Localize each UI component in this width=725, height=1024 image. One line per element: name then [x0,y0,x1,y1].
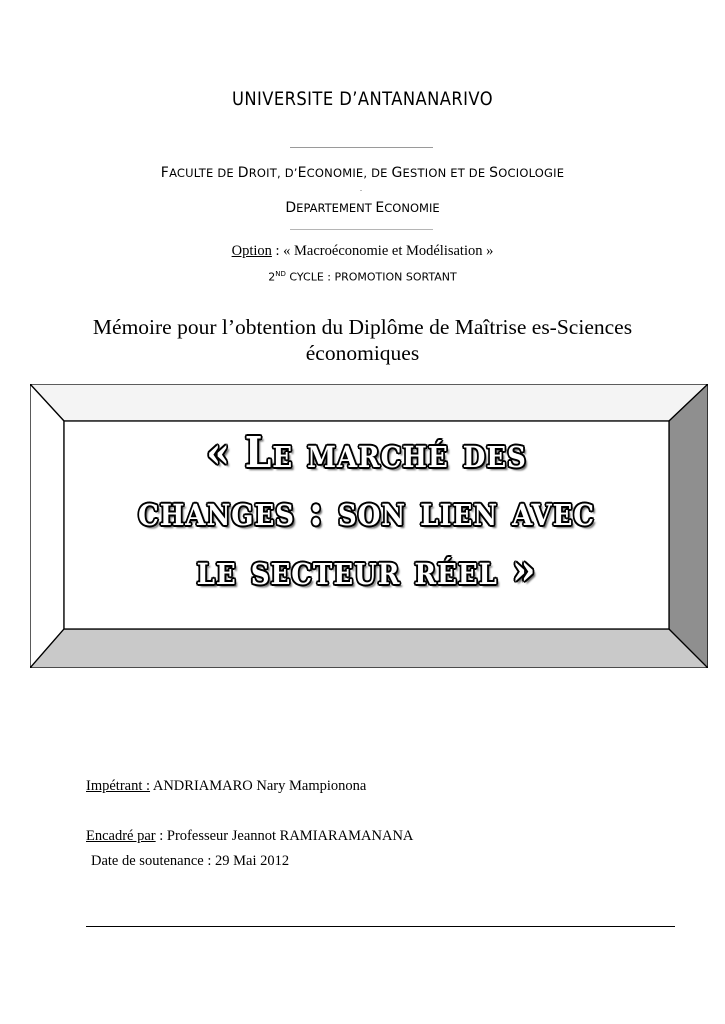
thesis-title-line-2: changes : son lien avec [138,486,595,535]
bottom-rule [86,926,675,927]
separator-line [290,229,433,230]
faculty-word: GESTION ET DE [391,165,490,181]
separator-dot [360,190,362,191]
faculty-name [0,165,725,181]
impetrant-value: ANDRIAMARO Nary Mampionona [150,778,367,794]
supervisor-value: : Professeur Jeannot RAMIARAMANANA [155,828,414,844]
option-line [0,243,725,260]
bevel-left [30,384,64,668]
memoire-line-2: économiques [305,341,420,365]
option-label: Option [231,243,272,259]
bevel-top [30,384,708,421]
impetrant-label: Impétrant : [86,778,151,794]
impetrant-line [86,778,366,795]
faculty-word: FACULTE DE [160,165,238,181]
bevel-right [669,384,708,668]
memoire-subtitle [0,314,725,366]
faculty-word: SOCIOLOGIE [489,165,565,181]
bevel-bottom [30,629,708,668]
cycle-line: 2ND CYCLE : PROMOTION SORTANT [268,270,457,284]
faculty-word: ECONOMIE, DE [297,165,392,181]
faculty-word: DROIT, D’ [237,165,298,181]
separator-line [290,147,433,148]
supervisor-line [86,828,413,845]
thesis-title-line-1: « Le marché des [206,428,527,477]
university-name: UNIVERSITE D’ANTANANARIVO [231,88,494,110]
department-name: DEPARTEMENT ECONOMIE [285,200,440,216]
memoire-line-1: Mémoire pour l’obtention du Diplôme de Maîtrise es-Sciences [92,315,633,339]
defense-date: Date de soutenance : 29 Mai 2012 [91,853,290,869]
thesis-title-line-3: le secteur réel » [196,545,537,594]
supervisor-label: Encadré par [86,828,156,844]
option-text: : « Macroéconomie et Modélisation » [271,243,494,259]
